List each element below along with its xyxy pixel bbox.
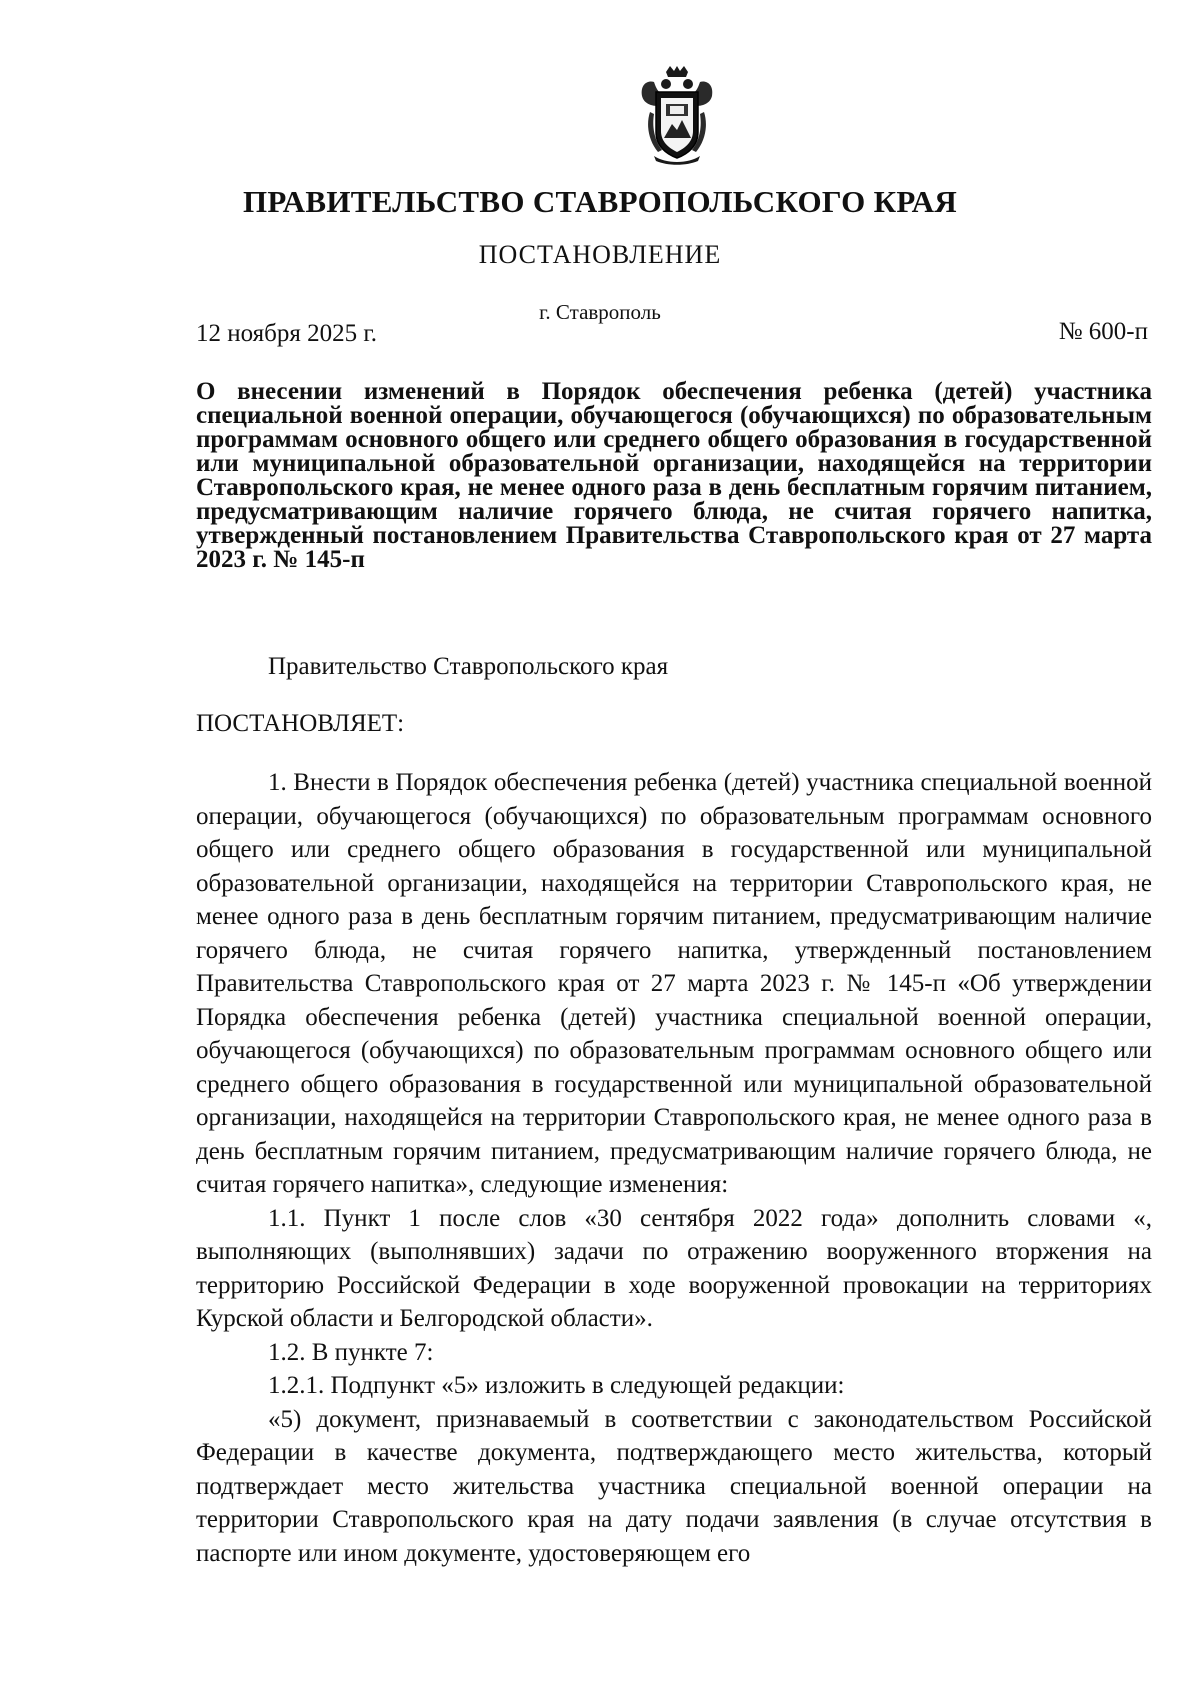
paragraph-subpoint-5: «5) документ, признаваемый в соответствии с законодательством Российской Федерации в качестве документа, подтверждающего место жительства, который подтверждает место жительства участника специальной военной операции на территории Ставропольского края на дату подачи заявления (в случае отсутствия в паспорте или ином документе, удостоверяющем его xyxy=(196,1405,1152,1567)
document-city: г. Ставрополь xyxy=(539,300,661,324)
paragraph-1-2-1: 1.2.1. Подпункт «5» изложить в следующей редакции: xyxy=(268,1372,845,1399)
document-number: № 600-п xyxy=(1058,318,1148,345)
organization-title: ПРАВИТЕЛЬСТВО СТАВРОПОЛЬСКОГО КРАЯ xyxy=(242,184,958,219)
preamble-resolves: ПОСТАНОВЛЯЕТ: xyxy=(196,710,405,737)
document-subject: О внесении изменений в Порядок обеспечения ребенка (детей) участника специальной военной операции, обучающегося (обучающихся) по образовательным программам основного общего или среднего общего образования в государственной или муниципальной образовательной организации, находящейся на территории Ставропольского края, не менее одного раза в день бесплатным горячим питанием, предусматривающим наличие горячего блюда, не считая горячего напитка, утвержденный постановлением Правительства Ставропольского края от 27 марта 2023 г. № 145-п xyxy=(196,378,1152,573)
paragraph-1: 1. Внести в Порядок обеспечения ребенка (детей) участника специальной военной операции, обучающегося (обучающихся) по образовательным программам основного общего или среднего общего образования в государственной или муниципальной образовательной организации, находящейся на территории Ставропольского края, не менее одного раза в день бесплатным горячим питанием, предусматривающим наличие горячего блюда, не считая горячего напитка, утвержденный постановлением Правительства Ставропольского края от 27 марта 2023 г. № 145-п «Об утверждении Порядка обеспечения ребенка (детей) участника специальной военной операции, обучающегося (обучающихся) по образовательным программам основного общего или среднего общего образования в государственной или муниципальной образовательной организации, находящейся на территории Ставропольского края, не менее одного раза в день бесплатным горячим питанием, предусматривающим наличие горячего блюда, не считая горячего напитка», следующие изменения: xyxy=(196,769,1152,1198)
document-body xyxy=(196,766,1152,1570)
preamble-government: Правительство Ставропольского края xyxy=(268,653,669,680)
document-type: ПОСТАНОВЛЕНИЕ xyxy=(478,240,722,269)
paragraph-1-1: 1.1. Пункт 1 после слов «30 сентября 2022 года» дополнить словами «, выполняющих (выполнявших) задачи по отражению вооруженного вторжения на территорию Российской Федерации в ходе вооруженной провокации на территориях Курской области и Белгородской области». xyxy=(196,1204,1152,1332)
coat-of-arms-icon xyxy=(636,66,718,166)
document-date: 12 ноября 2025 г. xyxy=(196,320,378,347)
paragraph-1-2: 1.2. В пункте 7: xyxy=(268,1338,434,1366)
